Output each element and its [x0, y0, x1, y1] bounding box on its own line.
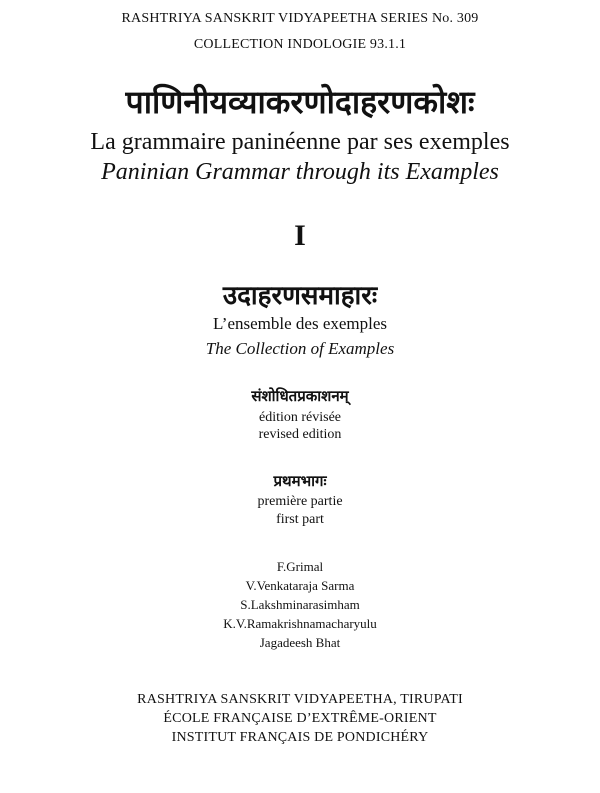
publisher-3: INSTITUT FRANÇAIS DE PONDICHÉRY [171, 730, 429, 745]
series-line-2: COLLECTION INDOLOGIE 93.1.1 [193, 37, 407, 52]
edition-sanskrit: संशोधितप्रकाशनम् [251, 387, 349, 405]
publisher-2: ÉCOLE FRANÇAISE D’EXTRÊME-ORIENT [163, 711, 437, 726]
author-3: S.Lakshminarasimham [240, 597, 360, 612]
french-title: La grammaire paninéenne par ses exemples [90, 129, 510, 155]
part-sanskrit: प्रथमभागः [273, 472, 327, 490]
part-french: première partie [257, 494, 343, 509]
series-line-1: RASHTRIYA SANSKRIT VIDYAPEETHA SERIES No. 309 [121, 11, 479, 26]
volume-french-title: L’ensemble des exemples [212, 314, 388, 333]
author-5: Jagadeesh Bhat [259, 635, 341, 650]
author-1: F.Grimal [276, 559, 324, 574]
author-2: V.Venkataraja Sarma [245, 578, 355, 593]
part-english: first part [276, 512, 324, 527]
volume-english-title: The Collection of Examples [205, 339, 395, 358]
volume-sanskrit-title: उदाहरणसमाहारः [222, 281, 378, 311]
author-4: K.V.Ramakrishnamacharyulu [223, 616, 377, 631]
edition-english: revised edition [258, 427, 342, 442]
publisher-1: RASHTRIYA SANSKRIT VIDYAPEETHA, TIRUPATI [137, 692, 463, 707]
volume-number: I [294, 219, 306, 252]
edition-french: édition révisée [258, 410, 342, 425]
sanskrit-title: पाणिनीयव्याकरणोदाहरणकोशः [125, 83, 475, 121]
english-title: Paninian Grammar through its Examples [101, 159, 499, 185]
